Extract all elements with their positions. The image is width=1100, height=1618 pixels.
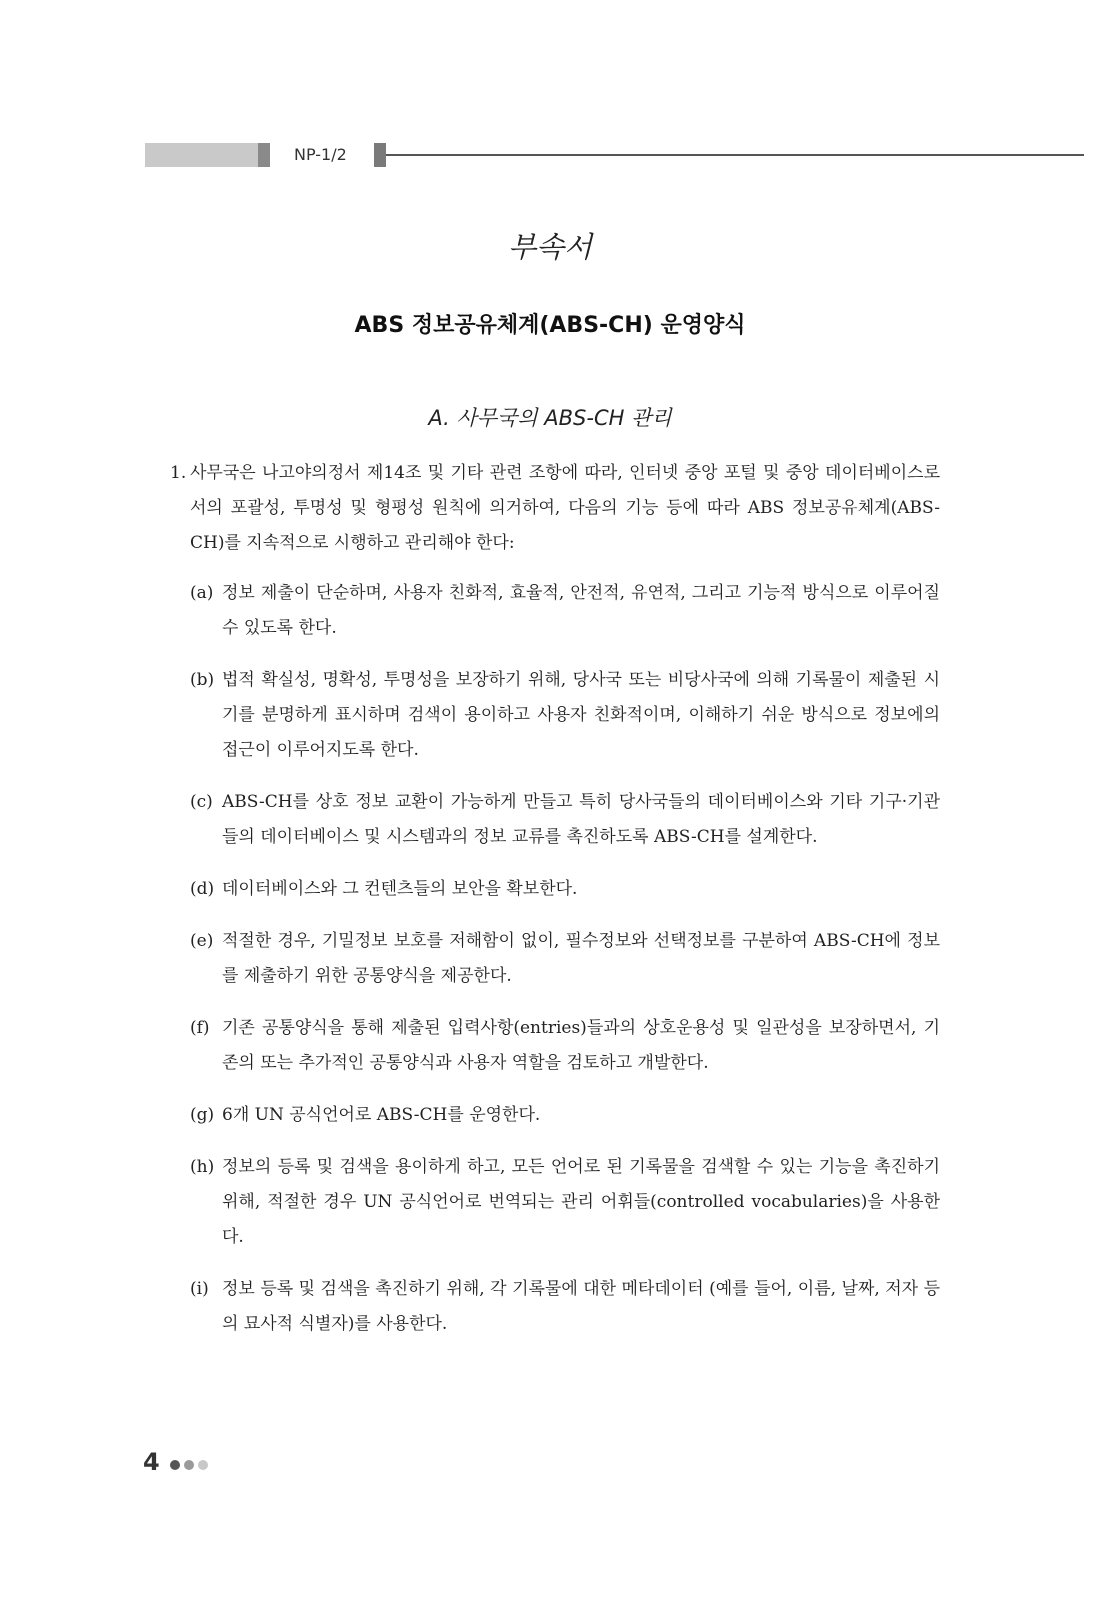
section-heading: A. 사무국의 ABS-CH 관리 — [428, 406, 672, 430]
main-title: ABS 정보공유체계(ABS-CH) 운영양식 — [354, 313, 746, 338]
list-item-label: (c) — [190, 792, 213, 812]
paragraph-text: 사무국은 나고야의정서 제14조 및 기타 관련 조항에 따라, 인터넷 중앙 포털 및 중앙 데이터베이스로서의 포괄성, 투명성 및 형평성 원칙에 의거하여, 다음의 기능 등에 따라 ABS 정보공유체계(ABS-CH)를 지속적으로 시행하고 관리해야 한다: — [190, 463, 940, 553]
page-dot-icon — [184, 1460, 194, 1470]
list-item-label: (h) — [190, 1157, 215, 1177]
list-item-text: ABS-CH를 상호 정보 교환이 가능하게 만들고 특히 당사국들의 데이터베이스와 기타 기구·기관들의 데이터베이스 및 시스템과의 정보 교류를 촉진하도록 ABS-CH를 설계한다. — [222, 792, 940, 847]
list-item-label: (d) — [190, 879, 215, 899]
paragraph-number: 1. — [170, 463, 187, 483]
header-dark-block-right — [374, 143, 386, 167]
list-item-d — [190, 872, 940, 907]
body-text — [170, 456, 940, 1359]
list-item-label: (i) — [190, 1279, 209, 1299]
list-item-text: 6개 UN 공식언어로 ABS-CH를 운영한다. — [222, 1105, 541, 1125]
document-code: NP-1/2 — [294, 145, 347, 164]
list-item-a — [190, 576, 940, 646]
list-item-g — [190, 1098, 940, 1133]
list-item-text: 정보의 등록 및 검색을 용이하게 하고, 모든 언어로 된 기록물을 검색할 수 있는 기능을 촉진하기 위해, 적절한 경우 UN 공식언어로 번역되는 관리 어휘들(controlled vocabularies)을 사용한다. — [222, 1157, 940, 1247]
list-item-text: 데이터베이스와 그 컨텐츠들의 보안을 확보한다. — [222, 879, 578, 899]
annex-title: 부속서 — [507, 230, 593, 264]
list-item-e — [190, 924, 940, 994]
list-item-text: 적절한 경우, 기밀정보 보호를 저해함이 없이, 필수정보와 선택정보를 구분하여 ABS-CH에 정보를 제출하기 위한 공통양식을 제공한다. — [222, 931, 940, 986]
list-item-text: 정보 등록 및 검색을 촉진하기 위해, 각 기록물에 대한 메타데이터 (예를 들어, 이름, 날짜, 저자 등의 묘사적 식별자)를 사용한다. — [222, 1279, 940, 1334]
list-item-label: (f) — [190, 1018, 210, 1038]
list-item-h — [190, 1150, 940, 1255]
page-dot-icon — [170, 1460, 180, 1470]
list-item-i — [190, 1272, 940, 1342]
paragraph-1 — [170, 456, 940, 561]
list-item-label: (b) — [190, 670, 215, 690]
page-number: 4 — [143, 1448, 160, 1476]
list-item-c — [190, 785, 940, 855]
header-gray-bar — [145, 143, 270, 167]
header-rule-line — [386, 154, 1084, 156]
list-item-label: (g) — [190, 1105, 215, 1125]
list-item-label: (a) — [190, 583, 214, 603]
list-item-text: 법적 확실성, 명확성, 투명성을 보장하기 위해, 당사국 또는 비당사국에 의해 기록물이 제출된 시기를 분명하게 표시하며 검색이 용이하고 사용자 친화적이며, 이해하기 쉬운 방식으로 정보에의 접근이 이루어지도록 한다. — [222, 670, 940, 760]
page-dot-icon — [198, 1460, 208, 1470]
list-item-label: (e) — [190, 931, 214, 951]
list-item-f — [190, 1011, 940, 1081]
header-dark-block-left — [258, 143, 270, 167]
list-item-b — [190, 663, 940, 768]
list-item-text: 정보 제출이 단순하며, 사용자 친화적, 효율적, 안전적, 유연적, 그리고 기능적 방식으로 이루어질 수 있도록 한다. — [222, 583, 940, 638]
list-item-text: 기존 공통양식을 통해 제출된 입력사항(entries)들과의 상호운용성 및 일관성을 보장하면서, 기존의 또는 추가적인 공통양식과 사용자 역할을 검토하고 개발한다. — [222, 1018, 940, 1073]
